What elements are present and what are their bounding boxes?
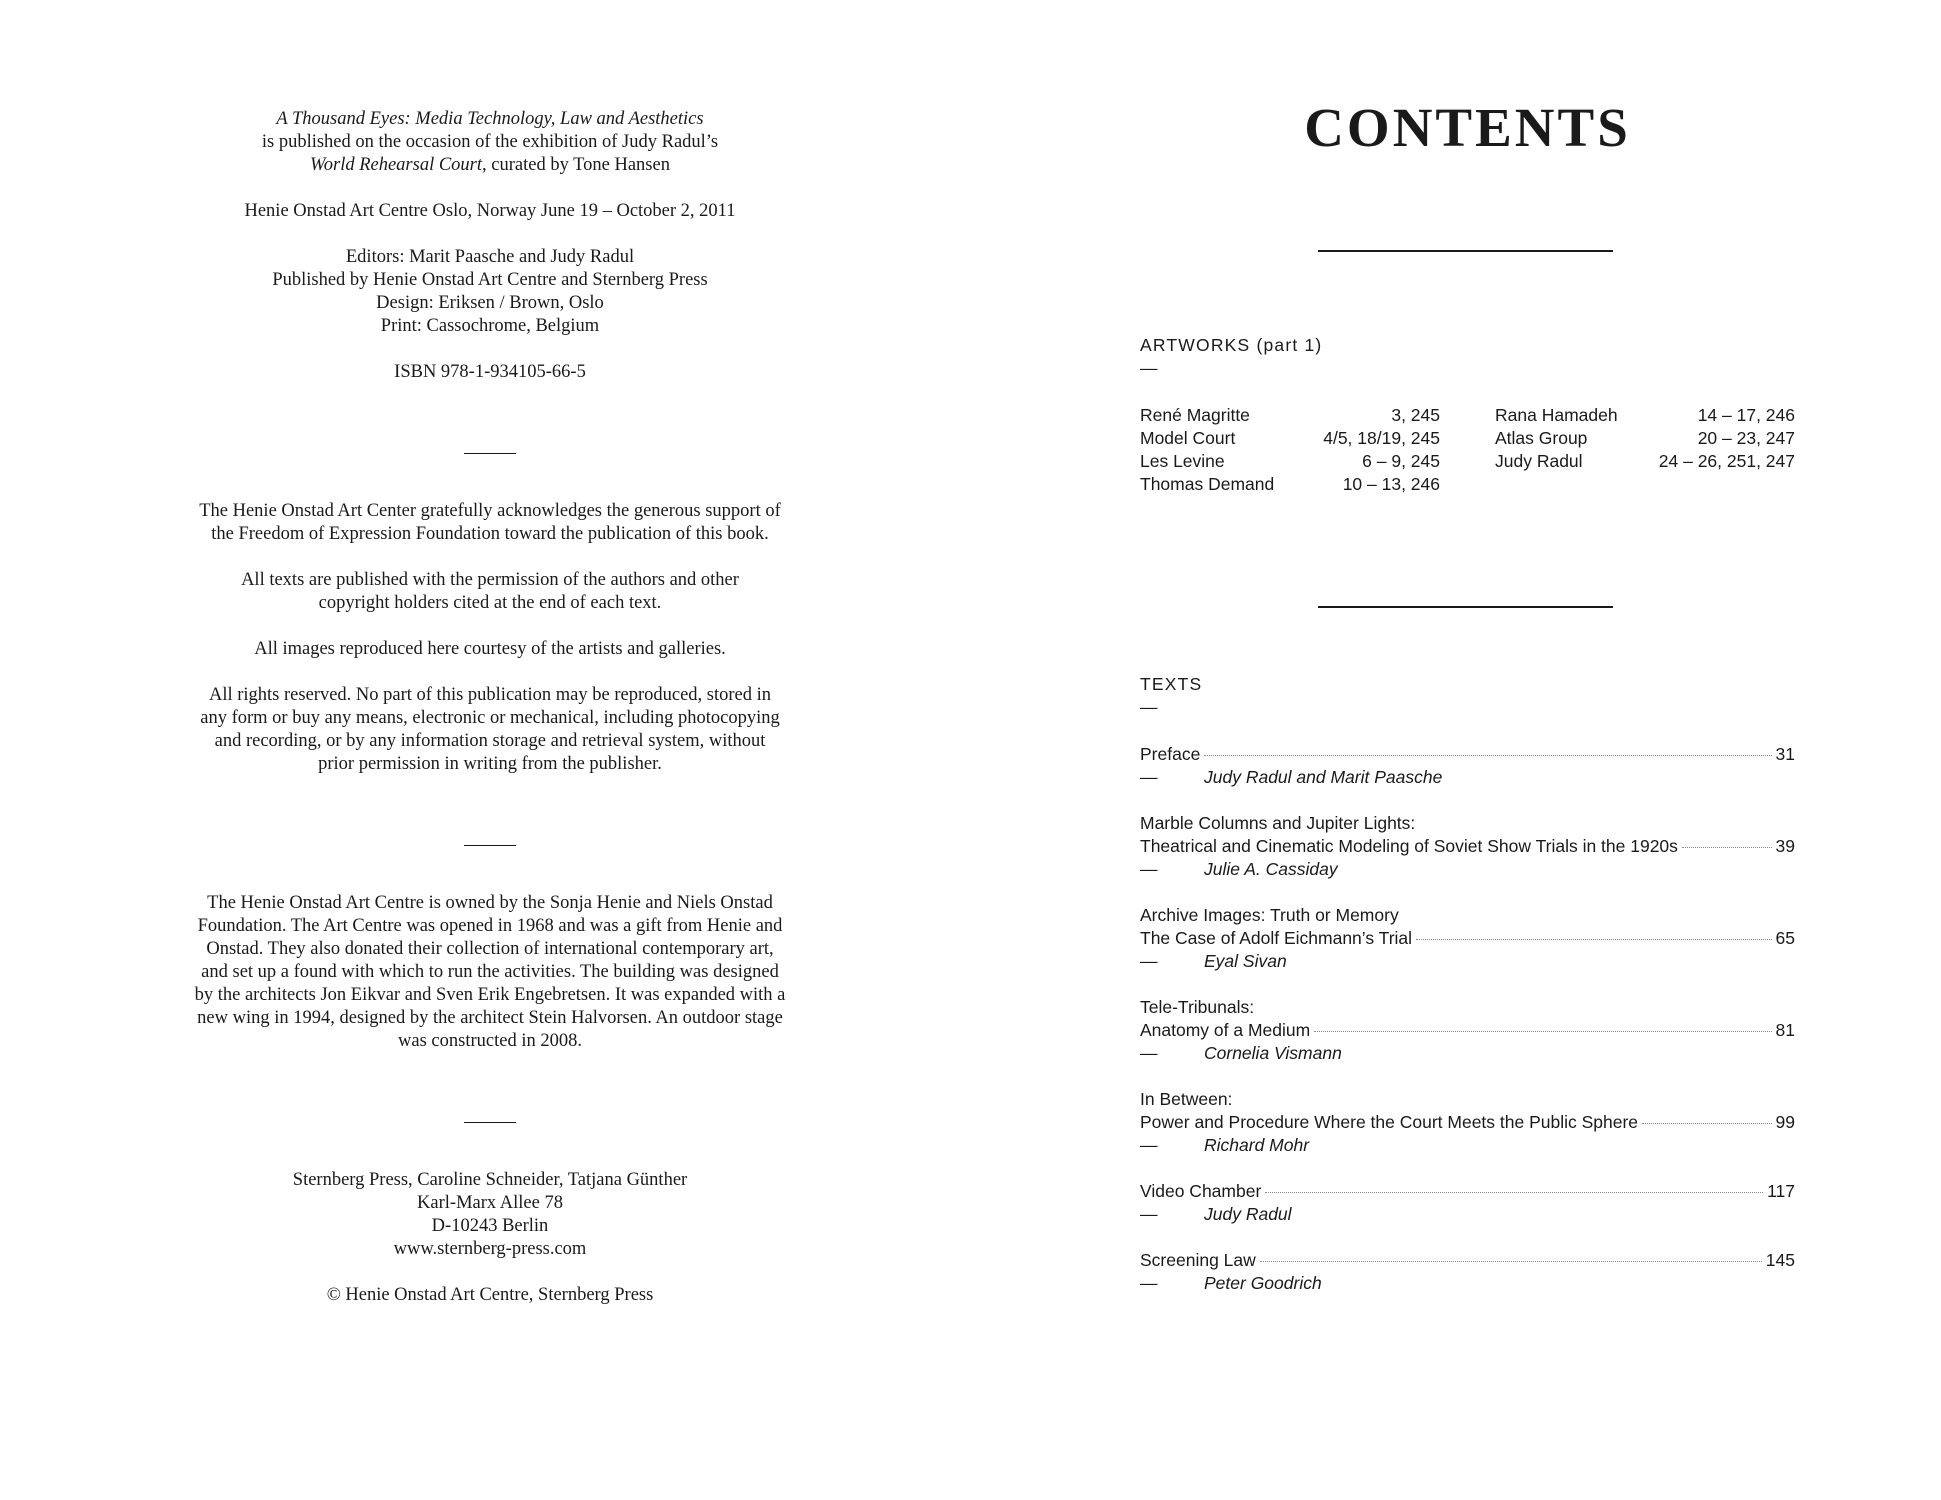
credit-line: Design: Eriksen / Brown, Oslo	[376, 293, 604, 313]
text-line: All rights reserved. No part of this publication may be reproduced, stored in	[208, 685, 772, 705]
publisher-website: www.sternberg-press.com	[393, 1239, 587, 1259]
dot-leader	[1265, 1192, 1763, 1193]
entry-title: Video Chamber	[1140, 1181, 1262, 1201]
dot-leader	[1204, 755, 1771, 756]
page-numbers: 24 – 26, 251, 247	[1658, 451, 1795, 471]
artworks-column-right	[1495, 404, 1795, 473]
entry-title-line	[1140, 743, 1795, 766]
texts-list	[1140, 743, 1795, 1318]
text-line: All images reproduced here courtesy of the artists and galleries.	[254, 639, 726, 659]
section-title: TEXTS	[1140, 674, 1203, 694]
dot-leader	[1416, 939, 1771, 940]
page-numbers: 10 – 13, 246	[1342, 474, 1440, 494]
address-line: D-10243 Berlin	[431, 1216, 549, 1236]
page-numbers: 14 – 17, 246	[1697, 405, 1795, 425]
toc-entry	[1140, 1180, 1795, 1226]
about-paragraph	[150, 892, 830, 1053]
toc-entry	[1140, 1249, 1795, 1295]
entry-title: Power and Procedure Where the Court Meets the Public Sphere	[1140, 1112, 1639, 1132]
text-line: any form or buy any means, electronic or mechanical, including photocopying	[200, 708, 780, 728]
curator-line: , curated by Tone Hansen	[482, 155, 670, 175]
text-line: prior permission in writing from the publisher.	[318, 754, 662, 774]
author-name: Judy Radul	[1204, 1204, 1292, 1224]
entry-title-line	[1140, 1180, 1795, 1203]
artist-name: Les Levine	[1140, 451, 1225, 471]
text-line: was constructed in 2008.	[398, 1031, 582, 1051]
credits	[150, 246, 830, 338]
toc-entry	[1140, 812, 1795, 881]
page-numbers: 20 – 23, 247	[1697, 428, 1795, 448]
entry-title: Theatrical and Cinematic Modeling of Soviet Show Trials in the 1920s	[1140, 836, 1678, 856]
entry-title-line	[1140, 835, 1795, 858]
intro-line: is published on the occasion of the exhibition of Judy Radul’s	[261, 132, 719, 152]
entry-author	[1140, 1134, 1795, 1157]
page-numbers: 6 – 9, 245	[1362, 451, 1440, 471]
text-line: The Henie Onstad Art Center gratefully acknowledges the generous support of	[199, 501, 781, 521]
author-dash: —	[1140, 1135, 1158, 1155]
artist-name: Rana Hamadeh	[1495, 405, 1618, 425]
artist-name: Model Court	[1140, 428, 1236, 448]
entry-title: Screening Law	[1140, 1250, 1256, 1270]
author-name: Richard Mohr	[1204, 1135, 1310, 1155]
artist-name: Judy Radul	[1495, 451, 1583, 471]
entry-title-line	[1140, 927, 1795, 950]
page-numbers: 4/5, 18/19, 245	[1323, 428, 1440, 448]
artworks-heading	[1140, 334, 1322, 380]
artwork-row	[1140, 427, 1440, 450]
author-name: Cornelia Vismann	[1204, 1043, 1342, 1063]
address-line: Sternberg Press, Caroline Schneider, Tatjana Günther	[292, 1170, 688, 1190]
page-number: 99	[1775, 1112, 1795, 1132]
publisher-address	[150, 1169, 830, 1261]
artwork-row	[1140, 404, 1440, 427]
entry-author	[1140, 950, 1795, 973]
rights-paragraph	[150, 684, 830, 776]
dot-leader	[1682, 847, 1772, 848]
exhibition-title: World Rehearsal Court	[310, 155, 483, 175]
author-name: Peter Goodrich	[1204, 1273, 1322, 1293]
artwork-row	[1495, 450, 1795, 473]
artist-name: Thomas Demand	[1140, 474, 1275, 494]
text-line: The Henie Onstad Art Centre is owned by the Sonja Henie and Niels Onstad	[207, 893, 773, 913]
text-line: and set up a found with which to run the activities. The building was designed	[201, 962, 779, 982]
author-dash: —	[1140, 1273, 1158, 1293]
entry-author	[1140, 1042, 1795, 1065]
credit-line: Published by Henie Onstad Art Centre and Sternberg Press	[272, 270, 708, 290]
text-line: by the architects Jon Eikvar and Sven Erik Engebretsen. It was expanded with a	[194, 985, 786, 1005]
entry-title-line	[1140, 1111, 1795, 1134]
artworks-column-left	[1140, 404, 1440, 496]
artist-name: Atlas Group	[1495, 428, 1588, 448]
entry-title-line	[1140, 904, 1795, 927]
entry-author	[1140, 1272, 1795, 1295]
text-line: new wing in 1994, designed by the architect Stein Halvorsen. An outdoor stage	[197, 1008, 783, 1028]
page-number: 39	[1775, 836, 1795, 856]
entry-author	[1140, 858, 1795, 881]
author-dash: —	[1140, 1204, 1158, 1224]
toc-entry	[1140, 1088, 1795, 1157]
entry-title: Anatomy of a Medium	[1140, 1020, 1311, 1040]
book-title: A Thousand Eyes: Media Technology, Law and Aesthetics	[276, 109, 704, 129]
entry-title: Marble Columns and Jupiter Lights:	[1140, 813, 1416, 833]
page-title: CONTENTS	[1304, 97, 1631, 158]
page-number: 145	[1765, 1250, 1795, 1270]
page-number: 31	[1775, 744, 1795, 764]
entry-title-line	[1140, 812, 1795, 835]
section-title: ARTWORKS (part 1)	[1140, 335, 1323, 355]
entry-title-line	[1140, 1019, 1795, 1042]
author-dash: —	[1140, 1043, 1158, 1063]
text-line: Foundation. The Art Centre was opened in 1968 and was a gift from Henie and	[197, 916, 783, 936]
author-dash: —	[1140, 951, 1158, 971]
divider	[1318, 250, 1613, 252]
isbn: ISBN 978-1-934105-66-5	[394, 362, 586, 382]
toc-entry	[1140, 743, 1795, 789]
acknowledgement-paragraph	[150, 500, 830, 546]
entry-title: Tele-Tribunals:	[1140, 997, 1255, 1017]
author-dash: —	[1140, 767, 1158, 787]
entry-title: In Between:	[1140, 1089, 1233, 1109]
intro-paragraph	[150, 108, 830, 177]
entry-title: Preface	[1140, 744, 1201, 764]
permission-paragraph	[150, 569, 830, 615]
author-dash: —	[1140, 859, 1158, 879]
page-number: 65	[1775, 928, 1795, 948]
credit-line: Editors: Marit Paasche and Judy Radul	[345, 247, 635, 267]
artwork-row	[1140, 450, 1440, 473]
colophon-page	[150, 108, 830, 1330]
author-name: Judy Radul and Marit Paasche	[1204, 767, 1443, 787]
dot-leader	[1260, 1261, 1762, 1262]
venue-line: Henie Onstad Art Centre Oslo, Norway June 19 – October 2, 2011	[244, 201, 736, 221]
text-line: the Freedom of Expression Foundation toward the publication of this book.	[211, 524, 769, 544]
entry-author	[1140, 1203, 1795, 1226]
artwork-row	[1495, 404, 1795, 427]
dot-leader	[1314, 1031, 1771, 1032]
artwork-row	[1140, 473, 1440, 496]
credit-line: Print: Cassochrome, Belgium	[380, 316, 600, 336]
images-paragraph	[150, 638, 830, 661]
text-line: All texts are published with the permission of the authors and other	[241, 570, 739, 590]
entry-author	[1140, 766, 1795, 789]
divider	[1318, 606, 1613, 608]
copyright-line: © Henie Onstad Art Centre, Sternberg Press	[326, 1285, 654, 1305]
page-number: 117	[1767, 1181, 1795, 1201]
entry-title-line	[1140, 1088, 1795, 1111]
author-name: Julie A. Cassiday	[1204, 859, 1338, 879]
section-dash: —	[1140, 358, 1159, 378]
page-numbers: 3, 245	[1391, 405, 1440, 425]
entry-title: The Case of Adolf Eichmann’s Trial	[1140, 928, 1413, 948]
section-dash: —	[1140, 697, 1159, 717]
toc-entry	[1140, 996, 1795, 1065]
address-line: Karl-Marx Allee 78	[417, 1193, 563, 1213]
page-number: 81	[1775, 1020, 1795, 1040]
text-line: and recording, or by any information storage and retrieval system, without	[214, 731, 766, 751]
artist-name: René Magritte	[1140, 405, 1250, 425]
entry-title-line	[1140, 1249, 1795, 1272]
author-name: Eyal Sivan	[1204, 951, 1287, 971]
toc-entry	[1140, 904, 1795, 973]
artwork-row	[1495, 427, 1795, 450]
dot-leader	[1642, 1123, 1771, 1124]
entry-title-line	[1140, 996, 1795, 1019]
text-line: copyright holders cited at the end of each text.	[318, 593, 662, 613]
entry-title: Archive Images: Truth or Memory	[1140, 905, 1399, 925]
texts-heading	[1140, 673, 1202, 719]
text-line: Onstad. They also donated their collection of international contemporary art,	[206, 939, 774, 959]
